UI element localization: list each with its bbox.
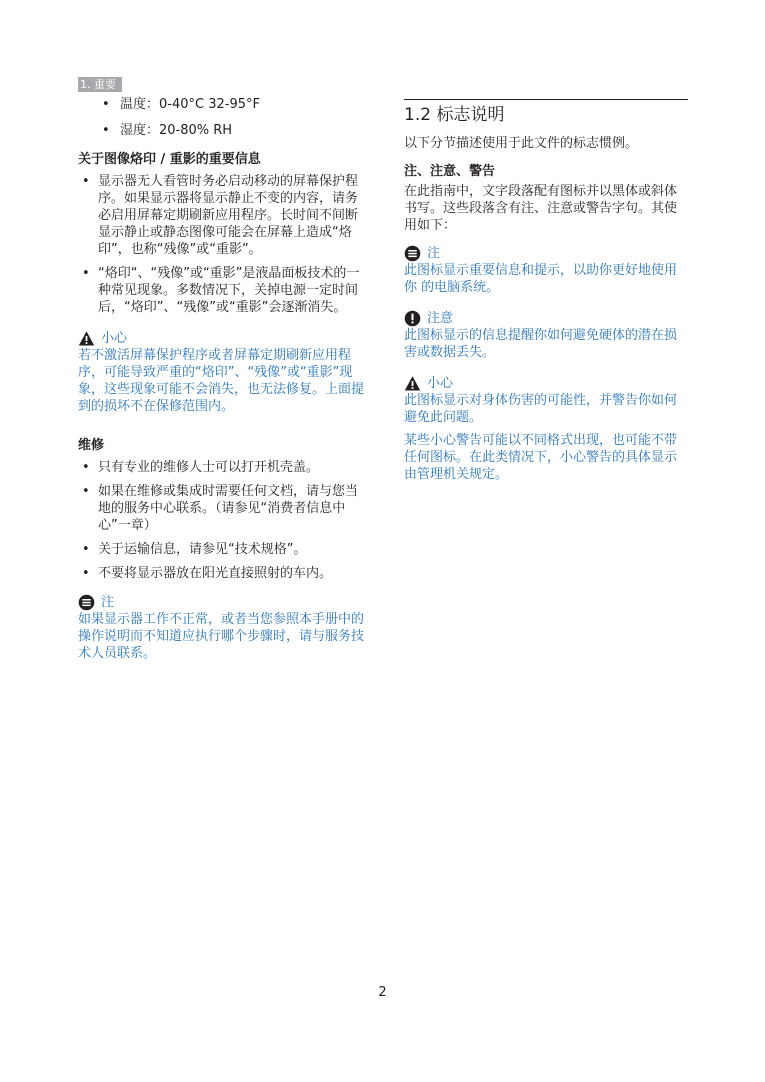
burnin-bullet: • 显示器无人看管时务必启动移动的屏幕保护程序。如果显示器将显示静止不变的内容，请务必启用屏幕定期刷新应用程序。长时间不间断显示静止或静态图像可能会在屏幕上造成“烙印”，也称“残像”或“重影”。	[78, 173, 366, 258]
attention-title: 注意	[427, 311, 454, 326]
service-bullet: • 关于运输信息，请参见“技术规格”。	[78, 541, 366, 558]
service-bullet: • 不要将显示器放在阳光直接照射的车内。	[78, 565, 366, 582]
caution-text: 若不激活屏幕保护程序或者屏幕定期刷新应用程序，可能导致严重的“烙印”、“残像”或“重影”现象，这些现象可能不会消失，也无法修复。上面提到的损坏不在保修范围内。	[78, 348, 365, 414]
burnin-bullet: • “烙印“、“残像”或“重影”是液晶面板技术的一种常见现象。多数情况下，关掉电源一定时间后，“烙印”、“残像”或“重影”会逐渐消失。	[78, 265, 366, 316]
note-title: 注	[101, 595, 115, 610]
attention-heading	[404, 310, 688, 327]
chapter-tab: 1. 重要	[78, 77, 122, 92]
page-number: 2	[378, 985, 387, 1000]
left-column	[78, 96, 366, 662]
caution-title: 小心	[101, 331, 128, 346]
sub-heading: 注、注意、警告	[404, 164, 496, 179]
caution-extra-text: 某些小心警告可能以不同格式出现，也可能不带任何图标。在此类情况下，小心警告的具体显示由管理机关规定。	[404, 433, 678, 482]
note-heading	[78, 594, 366, 611]
service-bullet: • 如果在维修或集成时需要任何文档，请与您当地的服务中心联系。（请参见“消费者信息中心”一章）	[78, 483, 366, 534]
section-intro: 以下分节描述使用于此文件的标志惯例。	[404, 136, 639, 151]
sub-text: 在此指南中，文字段落配有图标并以黑体或斜体书写。这些段落含有注、注意或警告字句。其使用如下：	[404, 184, 678, 233]
attention-text: 此图标显示的信息提醒你如何避免硬体的潜在损害或数据丢失。	[404, 328, 678, 360]
exclamation-icon	[404, 310, 421, 327]
caution-title: 小心	[427, 376, 454, 391]
env-item-temperature: • 温度：0-40°C 32-95°F	[78, 96, 366, 113]
warning-triangle-icon	[78, 330, 95, 347]
right-column	[404, 99, 688, 483]
note-text: 如果显示器工作不正常，或者当您参照本手册中的操作说明而不知道应执行哪个步骤时，请与服务技术人员联系。	[78, 612, 365, 661]
note-heading	[404, 245, 688, 262]
env-item-humidity: • 湿度：20-80% RH	[78, 122, 366, 139]
caution-heading	[78, 330, 366, 347]
note-icon	[78, 594, 95, 611]
service-bullet: • 只有专业的维修人士可以打开机壳盖。	[78, 459, 366, 476]
note-title: 注	[427, 246, 441, 261]
burnin-heading: 关于图像烙印 / 重影的重要信息	[78, 152, 261, 167]
section-title: 1.2 标志说明	[404, 99, 688, 126]
caution-text: 此图标显示对身体伤害的可能性，并警告你如何避免此问题。	[404, 393, 678, 425]
note-icon	[404, 245, 421, 262]
note-text: 此图标显示重要信息和提示，以助你更好地使用你 的电脑系统。	[404, 263, 678, 295]
service-heading: 维修	[78, 438, 105, 453]
warning-triangle-icon	[404, 375, 421, 392]
caution-heading	[404, 375, 688, 392]
